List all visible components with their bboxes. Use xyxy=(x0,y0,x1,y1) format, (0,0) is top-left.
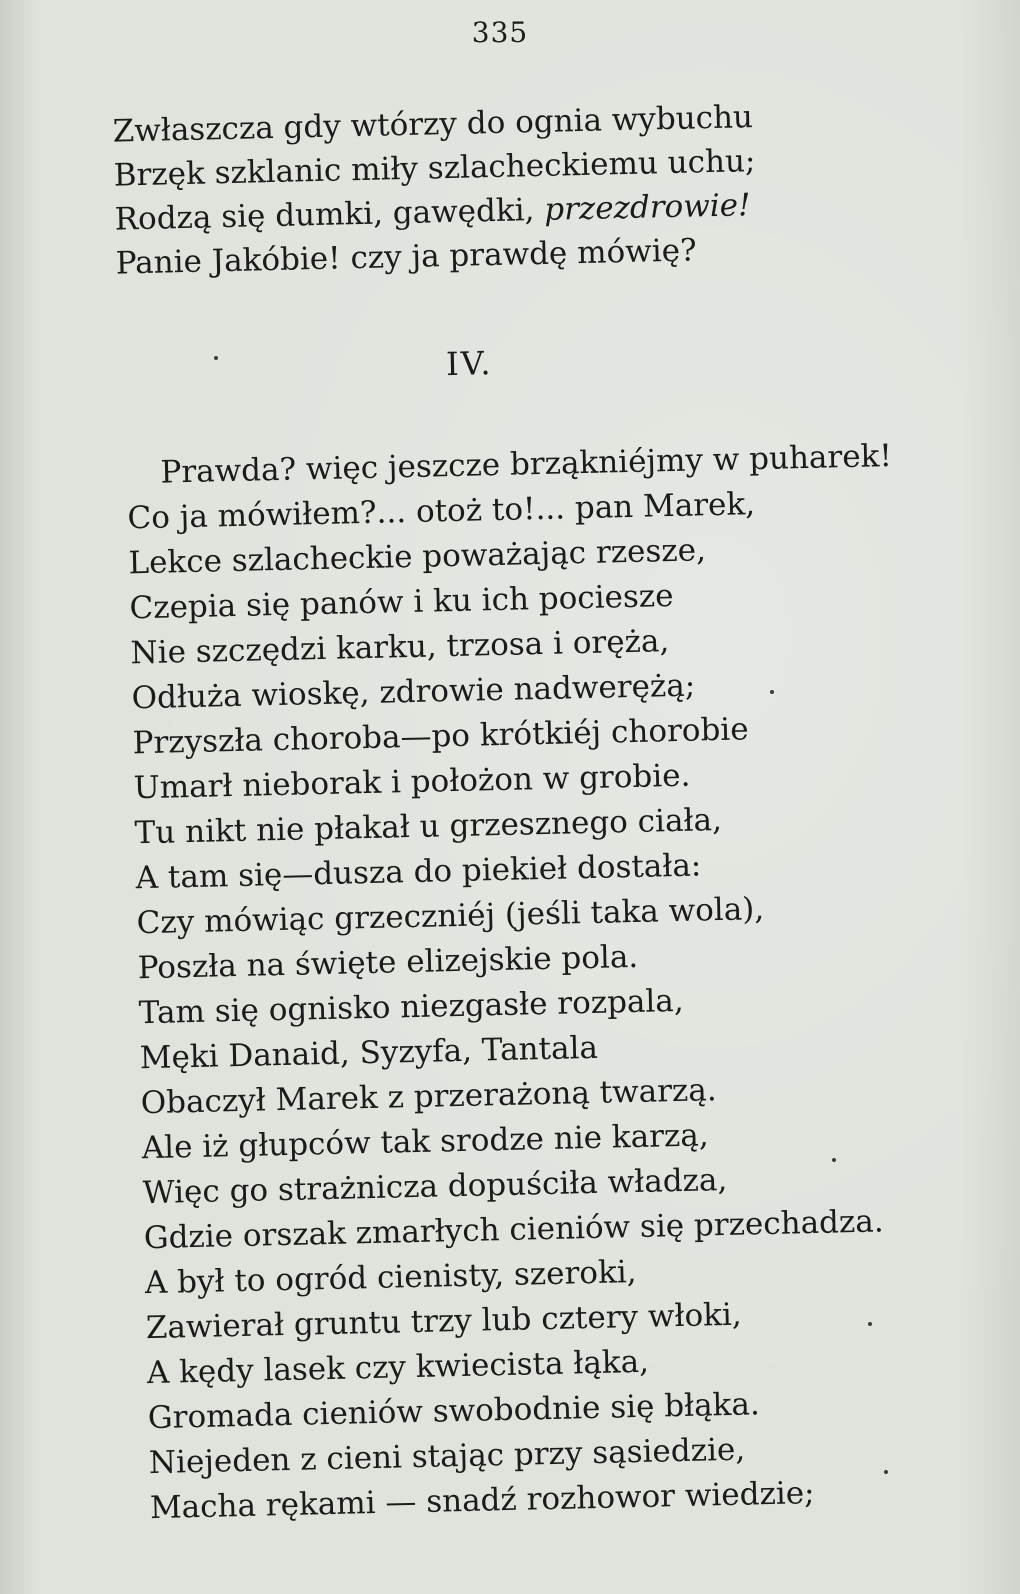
verse-line: Czy mówiąc grzeczniéj (jeśli taka wola), xyxy=(136,891,765,942)
verse-line: Męki Danaid, Syzyfa, Tantala xyxy=(139,1029,599,1077)
section-heading: IV. xyxy=(445,344,493,384)
verse-line: Prawda? więc jeszcze brząkniéjmy w puharek! xyxy=(160,438,893,491)
verse-line: Panie Jakóbie! czy ja prawdę mówię? xyxy=(115,232,698,282)
verse-line: A kędy lasek czy kwiecista łąka, xyxy=(146,1343,650,1392)
ink-speck xyxy=(884,1470,888,1474)
verse-line: Co ja mówiłem?... otoż to!... pan Marek, xyxy=(127,486,756,537)
page-number: 335 xyxy=(471,16,529,49)
verse-line: Macha rękami — snadź rozhowor wiedzie; xyxy=(149,1475,815,1527)
ink-speck xyxy=(868,1322,872,1326)
verse-line: Ale iż głupców tak srodze nie karzą, xyxy=(141,1117,709,1167)
verse-line: Odłuża wioskę, zdrowie nadwerężą; xyxy=(131,667,696,717)
verse-line: Czepia się panów i ku ich pociesze xyxy=(129,578,674,627)
verse-line-text: Rodzą się dumki, gawędki, xyxy=(114,192,535,238)
verse-line: Lekce szlacheckie poważając rzesze, xyxy=(128,532,707,582)
verse-line: Zwłaszcza gdy wtórzy do ognia wybuchu xyxy=(112,99,754,150)
ink-speck xyxy=(770,690,774,694)
ink-speck xyxy=(214,356,218,360)
verse-line-with-italic xyxy=(114,187,751,238)
verse-line: Przyszła choroba—po krótkiéj chorobie xyxy=(132,711,749,762)
verse-line: Nie szczędzi karku, trzosa i oręża, xyxy=(130,623,670,672)
verse-line: Obaczył Marek z przerażoną twarzą. xyxy=(140,1072,718,1122)
italic-word: przezdrowie! xyxy=(543,187,751,228)
verse-line: Gromada cieniów swobodnie się błąka. xyxy=(147,1386,761,1437)
verse-line: Tam się ognisko niezgasłe rozpala, xyxy=(138,982,685,1032)
verse-line: Poszła na święte elizejskie pola. xyxy=(137,938,639,987)
verse-line: Brzęk szklanic miły szlacheckiemu uchu; xyxy=(113,143,756,194)
verse-line: Tu nikt nie płakał u grzesznego ciała, xyxy=(134,801,723,852)
verse-line: Umarł nieborak i położon w grobie. xyxy=(133,757,691,807)
verse-line: Gdzie orszak zmarłych cieniów się przechadza. xyxy=(143,1203,884,1257)
verse-line: Więc go strażnicza dopuściła władza, xyxy=(142,1161,728,1212)
verse-line: A był to ogród cienisty, szeroki, xyxy=(144,1254,637,1302)
ink-speck xyxy=(832,1158,836,1162)
verse-line: Zawierał gruntu trzy lub cztery włoki, xyxy=(145,1296,743,1347)
verse-line: Niejeden z cieni stając przy sąsiedzie, xyxy=(148,1431,746,1482)
verse-line: A tam się—dusza do piekieł dostała: xyxy=(135,847,702,897)
